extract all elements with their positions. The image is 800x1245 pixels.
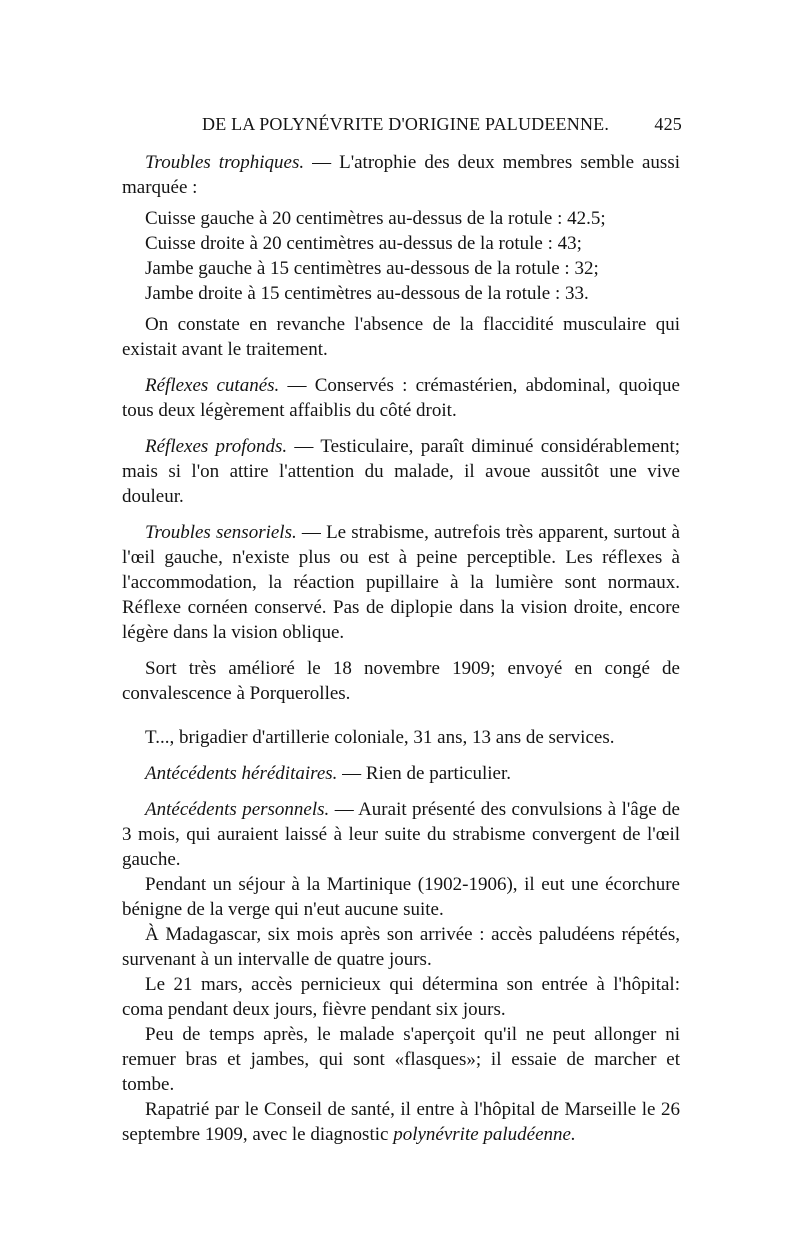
paragraph-text: — Testiculaire, paraît diminué considérablement; mais si l'on attire l'attention du malade, il avoue aussitôt une vive douleur. (122, 436, 681, 507)
measurement-line: Cuisse droite à 20 centimètres au-dessus de la rotule : 43; (145, 233, 582, 254)
paragraph-text: — Aurait présenté des convulsions à l'âge de 3 mois, qui auraient laissé à leur suite du strabisme convergent de l'œil gauche. (122, 799, 680, 870)
running-header (122, 114, 682, 135)
paragraph-troubles-trophiques (122, 150, 680, 200)
section-heading: Réflexes profonds. (145, 436, 288, 457)
paragraph-martinique: Pendant un séjour à la Martinique (1902-1906), il eut une écorchure bénigne de la verge qui n'eut aucune suite. (122, 874, 680, 920)
paragraph-patient-intro: T..., brigadier d'artillerie coloniale, 31 ans, 13 ans de services. (145, 727, 615, 748)
paragraph-antecedents-personnels (122, 797, 680, 872)
paragraph-acces-pernicieux: Le 21 mars, accès pernicieux qui détermina son entrée à l'hôpital: coma pendant deux jours, fièvre pendant six jours. (122, 974, 680, 1020)
measurement-list (145, 206, 680, 306)
section-heading: Réflexes cutanés. (145, 375, 280, 396)
paragraph-madagascar: À Madagascar, six mois après son arrivée : accès paludéens répétés, survenant à un intervalle de quatre jours. (122, 924, 680, 970)
page-body (122, 150, 680, 1147)
section-heading: Antécédents personnels. (145, 799, 330, 820)
paragraph-reflexes-cutanes (122, 373, 680, 423)
paragraph-paralysie: Peu de temps après, le malade s'aperçoit qu'il ne peut allonger ni remuer bras et jambes, qui sont «flasques»; il essaie de marcher et tombe. (122, 1024, 680, 1095)
measurement-line: Jambe gauche à 15 centimètres au-dessous de la rotule : 32; (145, 258, 599, 279)
paragraph-text: — L'atrophie des deux membres semble aussi marquée : (122, 152, 680, 198)
paragraph-flaccidite: On constate en revanche l'absence de la flaccidité musculaire qui existait avant le traitement. (122, 314, 680, 360)
measurement-line: Cuisse gauche à 20 centimètres au-dessus de la rotule : 42.5; (145, 208, 606, 229)
measurement-line: Jambe droite à 15 centimètres au-dessous de la rotule : 33. (145, 283, 589, 304)
paragraph-text: — Rien de particulier. (337, 763, 511, 784)
paragraph-antecedents-hereditaires (122, 761, 680, 786)
page-number: 425 (654, 114, 682, 134)
section-heading: Antécédents héréditaires. (145, 763, 338, 784)
section-heading: Troubles sensoriels. (145, 522, 297, 543)
running-title: DE LA POLYNÉVRITE D'ORIGINE PALUDEENNE. (202, 114, 610, 134)
paragraph-reflexes-profonds (122, 434, 680, 509)
paragraph-rapatriement (122, 1097, 680, 1147)
paragraph-sortie: Sort très amélioré le 18 novembre 1909; envoyé en congé de convalescence à Porquerolles. (122, 658, 680, 704)
section-heading: Troubles trophiques. (145, 152, 305, 173)
paragraph-troubles-sensoriels (122, 520, 680, 645)
paragraph-text: Rapatrié par le Conseil de santé, il entre à l'hôpital de Marseille le 26 septembre 1909, avec le diagnostic (122, 1099, 680, 1145)
paragraph-text: — Le strabisme, autrefois très apparent, surtout à l'œil gauche, n'existe plus ou est à peine perceptible. Les réflexes à l'accommodation, la réaction pupillaire à la lumière sont normaux. Réflexe cornéen conservé. Pas de diplopie dans la vision droite, encore légère dans la vision oblique. (122, 522, 680, 643)
diagnosis-text: polynévrite paludéenne. (393, 1124, 576, 1145)
paragraph-text: — Conservés : crémastérien, abdominal, quoique tous deux légèrement affaiblis du côté droit. (122, 375, 680, 421)
